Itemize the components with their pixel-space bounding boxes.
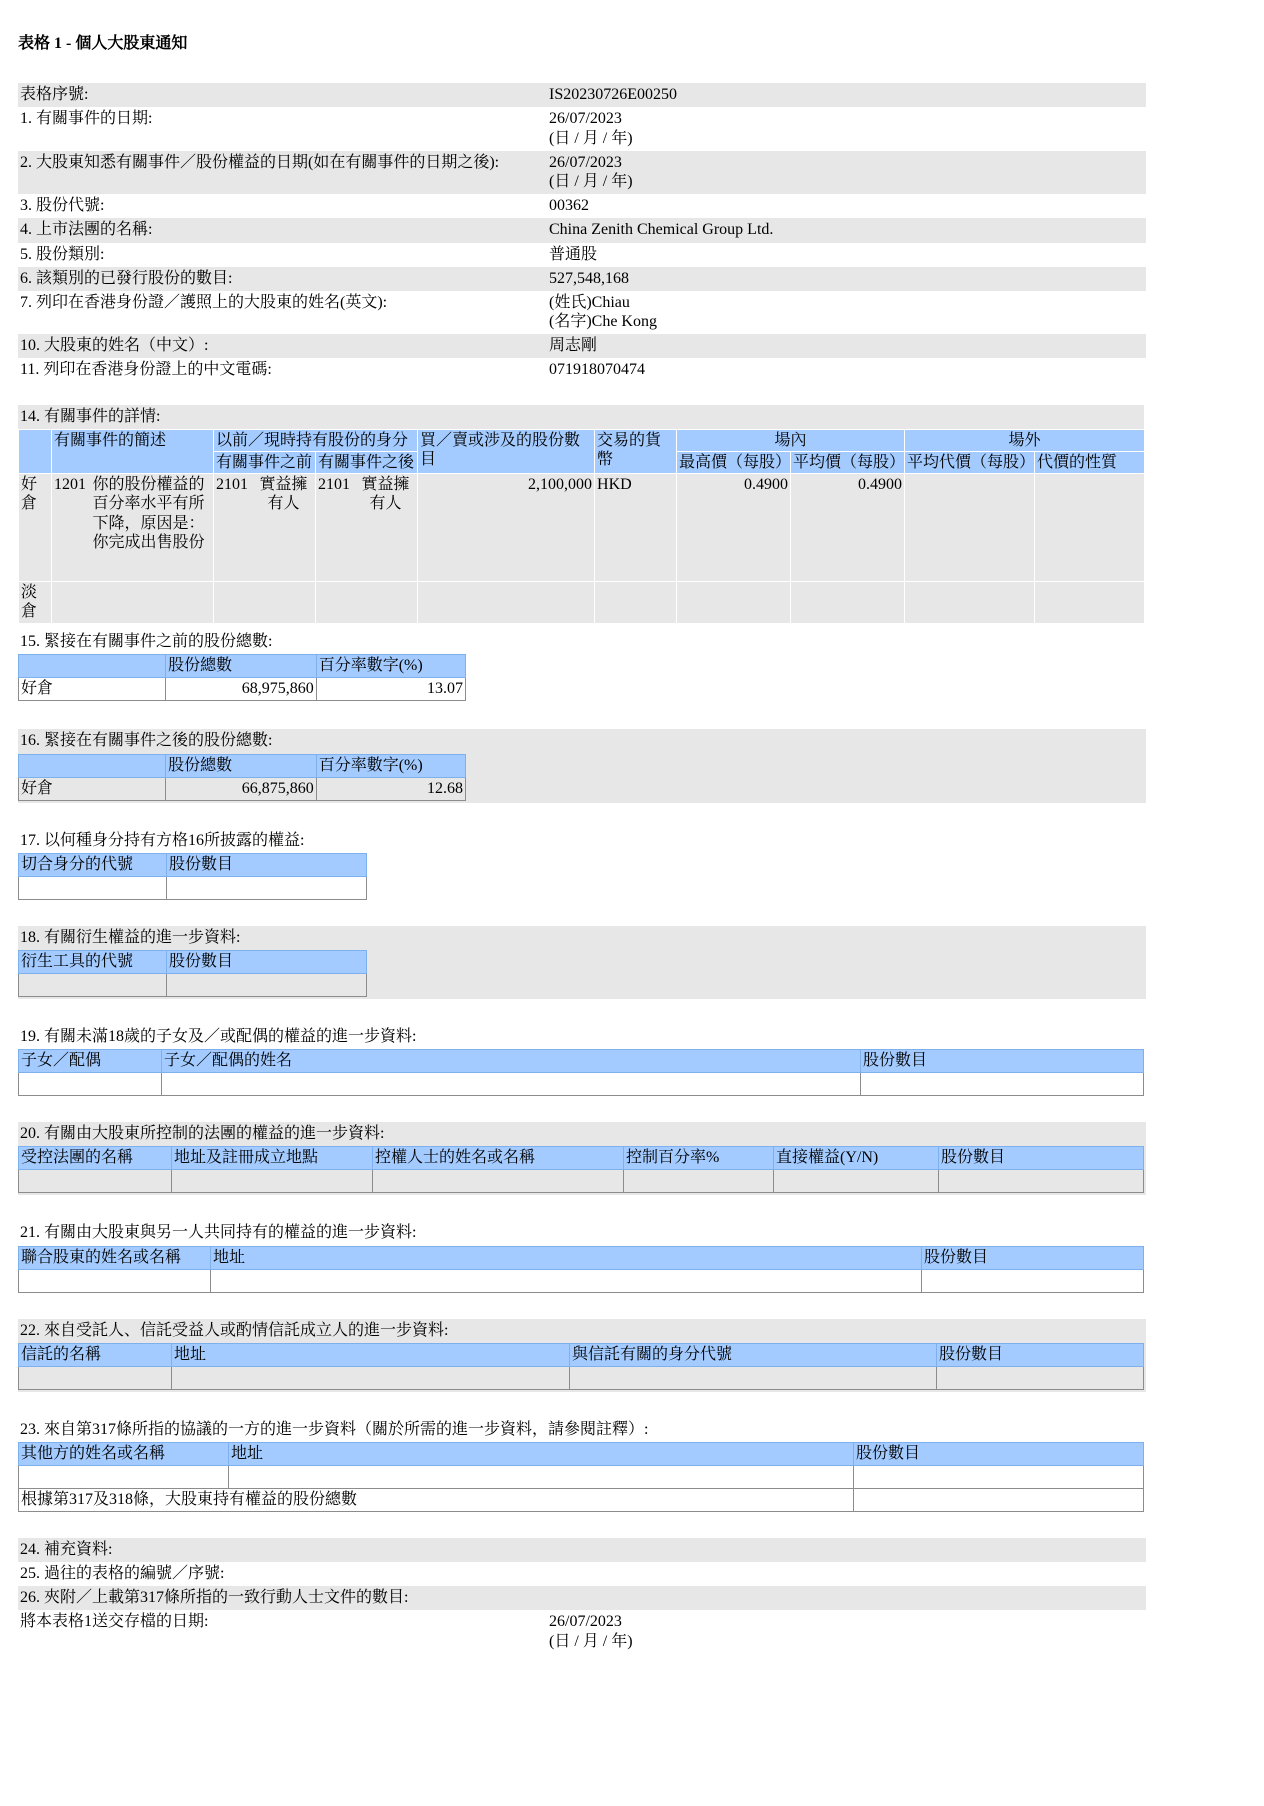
field-row-chinese-name bbox=[18, 334, 1146, 358]
field-label: 24. 補充資料: bbox=[18, 1538, 547, 1562]
header-control-pct: 控制百分率% bbox=[624, 1147, 774, 1170]
event-code: 1201 bbox=[54, 476, 86, 494]
field-value: 26/07/2023 bbox=[549, 1613, 622, 1631]
total-row-label: 根據第317及318條，大股東持有權益的股份總數 bbox=[19, 1488, 854, 1511]
header-pct: 百分率數字(%) bbox=[316, 655, 465, 678]
percentage: 13.07 bbox=[316, 678, 465, 701]
header-name: 子女／配偶的姓名 bbox=[162, 1050, 861, 1073]
section-16 bbox=[18, 729, 1146, 802]
trust-table bbox=[18, 1343, 1144, 1390]
section-title: 15. 緊接在有關事件之前的股份總數: bbox=[20, 633, 273, 651]
section-title: 22. 來自受託人、信託受益人或酌情信託成立人的進一步資料: bbox=[20, 1321, 449, 1339]
short-position-row bbox=[19, 582, 1145, 624]
header-avg-price: 平均價（每股） bbox=[791, 452, 905, 474]
section-title: 17. 以何種身分持有方格16所披露的權益: bbox=[20, 831, 305, 849]
field-value: 26/07/2023 bbox=[549, 153, 622, 171]
header-pct: 百分率數字(%) bbox=[316, 754, 465, 777]
field-label: 2. 大股東知悉有關事件／股份權益的日期(如在有關事件的日期之後): bbox=[18, 151, 547, 194]
field-row-company-name bbox=[18, 218, 1146, 242]
field-value: (姓氏)Chiau bbox=[549, 293, 630, 311]
section-title: 23. 來自第317條所指的協議的一方的進一步資料（關於所需的進一步資料，請參閱註釋）: bbox=[20, 1420, 649, 1438]
consideration-nature bbox=[1035, 474, 1145, 582]
field-row-filing-date bbox=[18, 1610, 1146, 1653]
header-capacity: 以前／現時持有股份的身分 bbox=[214, 429, 418, 451]
header-on-exchange: 場內 bbox=[677, 429, 905, 451]
form-fields-table bbox=[18, 83, 1146, 382]
header-total: 股份總數 bbox=[166, 655, 317, 678]
header-address: 地址 bbox=[211, 1246, 922, 1269]
header-joint-name: 聯合股東的姓名或名稱 bbox=[19, 1246, 211, 1269]
footer-fields-table bbox=[18, 1538, 1146, 1654]
header-shares: 股份數目 bbox=[922, 1246, 1144, 1269]
field-row-stock-code bbox=[18, 194, 1146, 218]
field-row-chinese-code bbox=[18, 358, 1146, 382]
section-17 bbox=[18, 829, 1146, 900]
field-label: 表格序號: bbox=[18, 83, 547, 107]
section-title: 19. 有關未滿18歲的子女及／或配偶的權益的進一步資料: bbox=[20, 1027, 417, 1045]
long-position-row bbox=[19, 474, 1145, 582]
before-total-table bbox=[18, 654, 466, 701]
currency: HKD bbox=[595, 474, 677, 582]
field-value-note: (名字)Che Kong bbox=[549, 313, 657, 331]
section-title: 14. 有關事件的詳情: bbox=[18, 405, 1144, 429]
header-shares: 買／賣或涉及的股份數目 bbox=[418, 429, 595, 473]
short-position-label: 淡倉 bbox=[19, 582, 52, 624]
field-value-note: (日 / 月 / 年) bbox=[549, 1632, 633, 1650]
header-before: 有關事件之前 bbox=[214, 452, 316, 474]
high-price: 0.4900 bbox=[677, 474, 791, 582]
avg-price: 0.4900 bbox=[791, 474, 905, 582]
field-value: 普通股 bbox=[549, 245, 598, 263]
form-page bbox=[18, 34, 1146, 1654]
capacity-before-code: 2101 bbox=[216, 476, 248, 494]
section-23 bbox=[18, 1418, 1146, 1512]
derivative-table bbox=[18, 950, 367, 997]
field-label: 1. 有關事件的日期: bbox=[20, 110, 153, 128]
field-row-aware-date bbox=[18, 151, 1146, 194]
section-21 bbox=[18, 1221, 1146, 1292]
controlled-corp-table bbox=[18, 1146, 1144, 1193]
after-total-table bbox=[18, 754, 466, 801]
field-value: 071918070474 bbox=[549, 361, 645, 379]
total-shares: 66,875,860 bbox=[166, 777, 317, 800]
section-22 bbox=[18, 1319, 1146, 1392]
row-label: 好倉 bbox=[19, 678, 166, 701]
percentage: 12.68 bbox=[316, 777, 465, 800]
header-derivative-code: 衍生工具的代號 bbox=[19, 950, 167, 973]
field-row-english-name bbox=[18, 291, 1146, 334]
header-corp-name: 受控法團的名稱 bbox=[19, 1147, 172, 1170]
section-18 bbox=[18, 926, 1146, 999]
header-consideration-nature: 代價的性質 bbox=[1035, 452, 1145, 474]
header-address: 地址及註冊成立地點 bbox=[172, 1147, 373, 1170]
event-description bbox=[52, 474, 214, 582]
header-currency: 交易的貨幣 bbox=[595, 429, 677, 473]
capacity-table bbox=[18, 853, 367, 900]
field-value bbox=[547, 1586, 1146, 1610]
field-row-previous-form bbox=[18, 1562, 1146, 1586]
header-shares: 股份數目 bbox=[937, 1343, 1144, 1366]
event-details-table bbox=[18, 429, 1145, 624]
header-after: 有關事件之後 bbox=[316, 452, 418, 474]
field-value: 00362 bbox=[549, 197, 589, 215]
capacity-after bbox=[316, 474, 418, 582]
total-shares: 68,975,860 bbox=[166, 678, 317, 701]
field-label: 11. 列印在香港身份證上的中文電碼: bbox=[20, 361, 272, 379]
avg-consideration bbox=[905, 474, 1035, 582]
joint-holder-table bbox=[18, 1246, 1144, 1293]
header-shares: 股份數目 bbox=[854, 1442, 1144, 1465]
capacity-after-text: 實益擁有人 bbox=[361, 476, 410, 513]
field-value bbox=[547, 1562, 1146, 1586]
field-label: 10. 大股東的姓名（中文）: bbox=[18, 334, 547, 358]
header-avg-consideration: 平均代價（每股） bbox=[905, 452, 1035, 474]
header-capacity-code: 切合身分的代號 bbox=[19, 853, 167, 876]
field-label: 6. 該類別的已發行股份的數目: bbox=[18, 267, 547, 291]
capacity-before bbox=[214, 474, 316, 582]
field-value: 527,548,168 bbox=[547, 267, 1146, 291]
field-value: China Zenith Chemical Group Ltd. bbox=[547, 218, 1146, 242]
field-value-note: (日 / 月 / 年) bbox=[549, 172, 633, 190]
agreement-party-table bbox=[18, 1442, 1144, 1512]
header-trust-capacity: 與信託有關的身分代號 bbox=[570, 1343, 937, 1366]
field-row-attached-docs bbox=[18, 1586, 1146, 1610]
field-label: 25. 過往的表格的編號／序號: bbox=[20, 1565, 225, 1583]
field-label: 5. 股份類別: bbox=[20, 245, 105, 263]
row-label: 好倉 bbox=[19, 777, 166, 800]
field-label: 4. 上市法團的名稱: bbox=[18, 218, 547, 242]
field-row-event-date bbox=[18, 107, 1146, 150]
field-row-supplementary bbox=[18, 1538, 1146, 1562]
field-row-share-class bbox=[18, 243, 1146, 267]
header-shares: 股份數目 bbox=[167, 950, 367, 973]
field-label: 將本表格1送交存檔的日期: bbox=[20, 1613, 209, 1631]
field-label: 7. 列印在香港身份證／護照上的大股東的姓名(英文): bbox=[20, 293, 388, 311]
field-value: IS20230726E00250 bbox=[547, 83, 1146, 107]
section-title: 20. 有關由大股東所控制的法團的權益的進一步資料: bbox=[20, 1125, 385, 1143]
field-value: 26/07/2023 bbox=[549, 110, 622, 128]
event-description-text: 你的股份權益的百分率水平有所下降，原因是：你完成出售股份 bbox=[92, 476, 205, 551]
field-value bbox=[547, 1538, 1146, 1562]
header-shares: 股份數目 bbox=[939, 1147, 1144, 1170]
section-19 bbox=[18, 1025, 1146, 1096]
long-position-label: 好倉 bbox=[19, 474, 52, 582]
field-label: 3. 股份代號: bbox=[20, 197, 105, 215]
header-controller: 控權人士的姓名或名稱 bbox=[373, 1147, 624, 1170]
header-direct-interest: 直接權益(Y/N) bbox=[774, 1147, 939, 1170]
shares-involved: 2,100,000 bbox=[418, 474, 595, 582]
header-high-price: 最高價（每股） bbox=[677, 452, 791, 474]
section-14 bbox=[18, 405, 1146, 625]
field-row-serial bbox=[18, 83, 1146, 107]
header-shares: 股份數目 bbox=[167, 853, 367, 876]
header-relation: 子女／配偶 bbox=[19, 1050, 162, 1073]
section-20 bbox=[18, 1122, 1146, 1195]
section-title: 16. 緊接在有關事件之後的股份總數: bbox=[20, 732, 273, 750]
header-address: 地址 bbox=[229, 1442, 854, 1465]
section-title: 18. 有關衍生權益的進一步資料: bbox=[20, 928, 241, 946]
header-desc: 有關事件的簡述 bbox=[52, 429, 214, 473]
field-value: 周志剛 bbox=[547, 334, 1146, 358]
header-party-name: 其他方的姓名或名稱 bbox=[19, 1442, 229, 1465]
header-off-exchange: 場外 bbox=[905, 429, 1145, 451]
capacity-after-code: 2101 bbox=[318, 476, 350, 494]
header-address: 地址 bbox=[172, 1343, 570, 1366]
header-trust-name: 信託的名稱 bbox=[19, 1343, 172, 1366]
corner-cell bbox=[19, 429, 52, 473]
header-shares: 股份數目 bbox=[861, 1050, 1144, 1073]
form-title: 表格 1 - 個人大股東通知 bbox=[18, 35, 188, 52]
children-spouse-table bbox=[18, 1049, 1144, 1096]
section-title: 21. 有關由大股東與另一人共同持有的權益的進一步資料: bbox=[20, 1224, 417, 1242]
field-value-note: (日 / 月 / 年) bbox=[549, 129, 633, 147]
capacity-before-text: 實益擁有人 bbox=[259, 476, 308, 513]
field-label: 26. 夾附／上載第317條所指的一致行動人士文件的數目: bbox=[18, 1586, 547, 1610]
field-row-issued-shares bbox=[18, 267, 1146, 291]
header-total: 股份總數 bbox=[166, 754, 317, 777]
section-15 bbox=[18, 630, 1146, 701]
